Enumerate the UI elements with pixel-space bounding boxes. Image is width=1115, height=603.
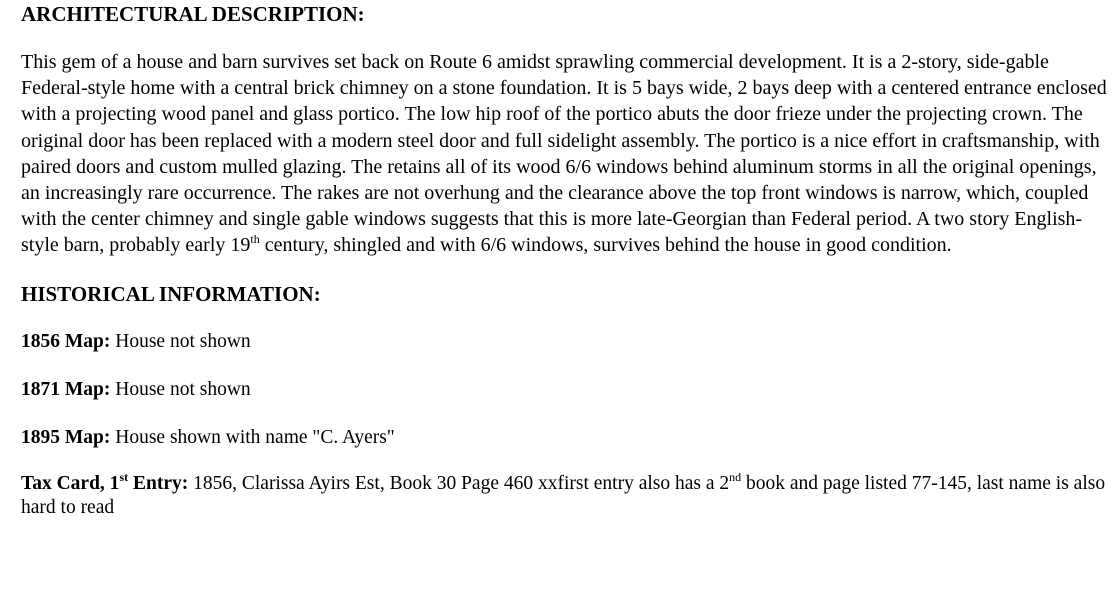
- map-entry-1895: [21, 426, 1111, 450]
- map-entry-label: 1895 Map:: [21, 426, 111, 448]
- tax-card-label-pre: Tax Card, 1: [21, 472, 120, 494]
- map-entry-text: House not shown: [110, 330, 251, 352]
- map-entry-1856: [21, 330, 1111, 354]
- architectural-text-part-2: century, shingled and with 6/6 windows, survives behind the house in good condition.: [259, 234, 952, 257]
- ordinal-superscript-th: th: [250, 232, 260, 247]
- map-entry-text: House not shown: [110, 378, 251, 400]
- tax-card-label-post: Entry:: [128, 472, 189, 494]
- map-entry-text: House shown with name "C. Ayers": [110, 426, 395, 448]
- ordinal-superscript-st: st: [119, 469, 129, 484]
- ordinal-superscript-nd: nd: [729, 469, 742, 484]
- tax-card-text-pre: 1856, Clarissa Ayirs Est, Book 30 Page 460 xxfirst entry also has a 2: [188, 472, 730, 494]
- tax-card-text-post: book and page listed 77-145, last name is also hard to read: [21, 472, 1106, 518]
- map-entry-label: 1871 Map:: [21, 378, 111, 400]
- architectural-text-part-1: This gem of a house and barn survives set back on Route 6 amidst sprawling commercial development. It is a 2-story, side-gable Federal-style home with a central brick chimney on a stone foundation. It is 5 bays wide, 2 bays deep with a centered entrance enclosed with a projecting wood panel and glass portico. The low hip roof of the portico abuts the door frieze under the projecting crown. The original door has been replaced with a modern steel door and full sidelight assembly. The portico is a nice effort in craftsmanship, with paired doors and custom mulled glazing. The retains all of its wood 6/6 windows behind aluminum storms in all the original openings, an increasingly rare occurrence. The rakes are not overhung and the clearance above the top front windows is narrow, which, coupled with the center chimney and single gable windows suggests that this is more late-Georgian than Federal period. A two story English-style barn, probably early 19: [21, 51, 1107, 257]
- tax-card-entry: [21, 469, 1111, 520]
- map-entry-label: 1856 Map:: [21, 330, 111, 352]
- map-entry-1871: [21, 378, 1111, 402]
- architectural-description-heading: ARCHITECTURAL DESCRIPTION:: [21, 2, 365, 26]
- tax-card-label: [21, 469, 189, 494]
- document-page: [21, 0, 1111, 520]
- architectural-description-paragraph: [21, 49, 1111, 259]
- historical-information-heading: HISTORICAL INFORMATION:: [21, 281, 321, 306]
